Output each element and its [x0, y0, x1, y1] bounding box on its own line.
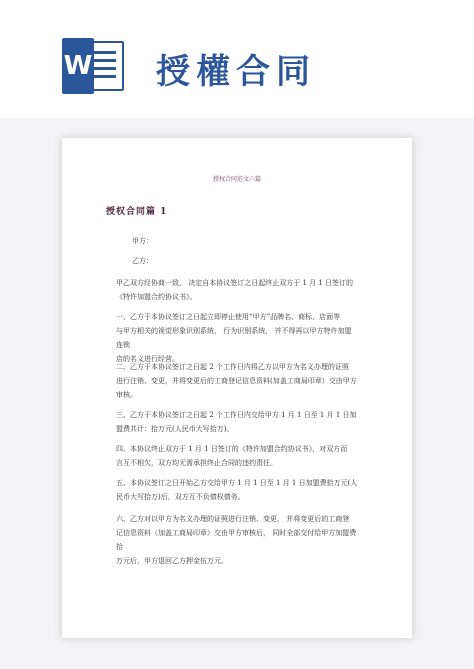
word-document-icon: [58, 38, 126, 94]
section-heading: 授权合同篇 1: [106, 207, 168, 217]
header-banner: [0, 0, 474, 118]
body-paragraph: 一、乙方于本协议签订之日起立即停止使用“甲方”品牌名、商标、店面等 与甲方相关的视觉形象识别系统， 行为识别系统， 并不得再以甲方特许加盟连锁 店的名义进行经营。: [116, 313, 352, 363]
body-paragraph: 六、乙方对以甲方为名义办理的证照进行注销、变更， 并将变更后的工商登 记信息资料（加盖工商局印章）交由甲方审核后， 同时全部交付给甲方加盟费拾 万元后，甲方退回乙方押金伍万元。: [116, 515, 357, 565]
body-paragraph: 三、乙方于本协议签订之日起 2 个工作日内交给甲方 1 月 1 日至 1 月 1 日加 盟费共计：拾万元(人民币大写拾万)。: [116, 411, 357, 433]
party-a-line: 甲方：: [132, 237, 153, 245]
document-page: [62, 138, 412, 638]
banner-title: 授權合同: [156, 52, 316, 92]
document-title: 授权合同范文六篇: [212, 176, 261, 183]
body-paragraph: 甲乙双方经协商一致， 决定自本协议签订之日起终止双方于 1 月 1 日签订的 《特许加盟合约协议书》。: [116, 279, 354, 301]
party-b-line: 乙方：: [132, 257, 153, 265]
body-paragraph: 五、本协议签订之日开始乙方交给甲方 1 月 1 日至 1 月 1 日加盟费拾万元(人 民币大写拾万)后，双方互不负债权债务。: [116, 479, 358, 501]
body-paragraph: 四、本协议终止双方于 1 月 1 日签订的《特许加盟合约协议书》，对双方而 言互不相欠，双方均无需承担终止合同的违约责任。: [116, 445, 348, 467]
body-paragraph: 二、乙方于本协议签订之日起 2 个工作日内将乙方以甲方为名义办理的证照 进行注销、变更，并将变更后的工商登记信息资料(加盖工商局印章）交由甲方 审核。: [116, 363, 357, 399]
word-icon-letter: W: [62, 38, 94, 94]
